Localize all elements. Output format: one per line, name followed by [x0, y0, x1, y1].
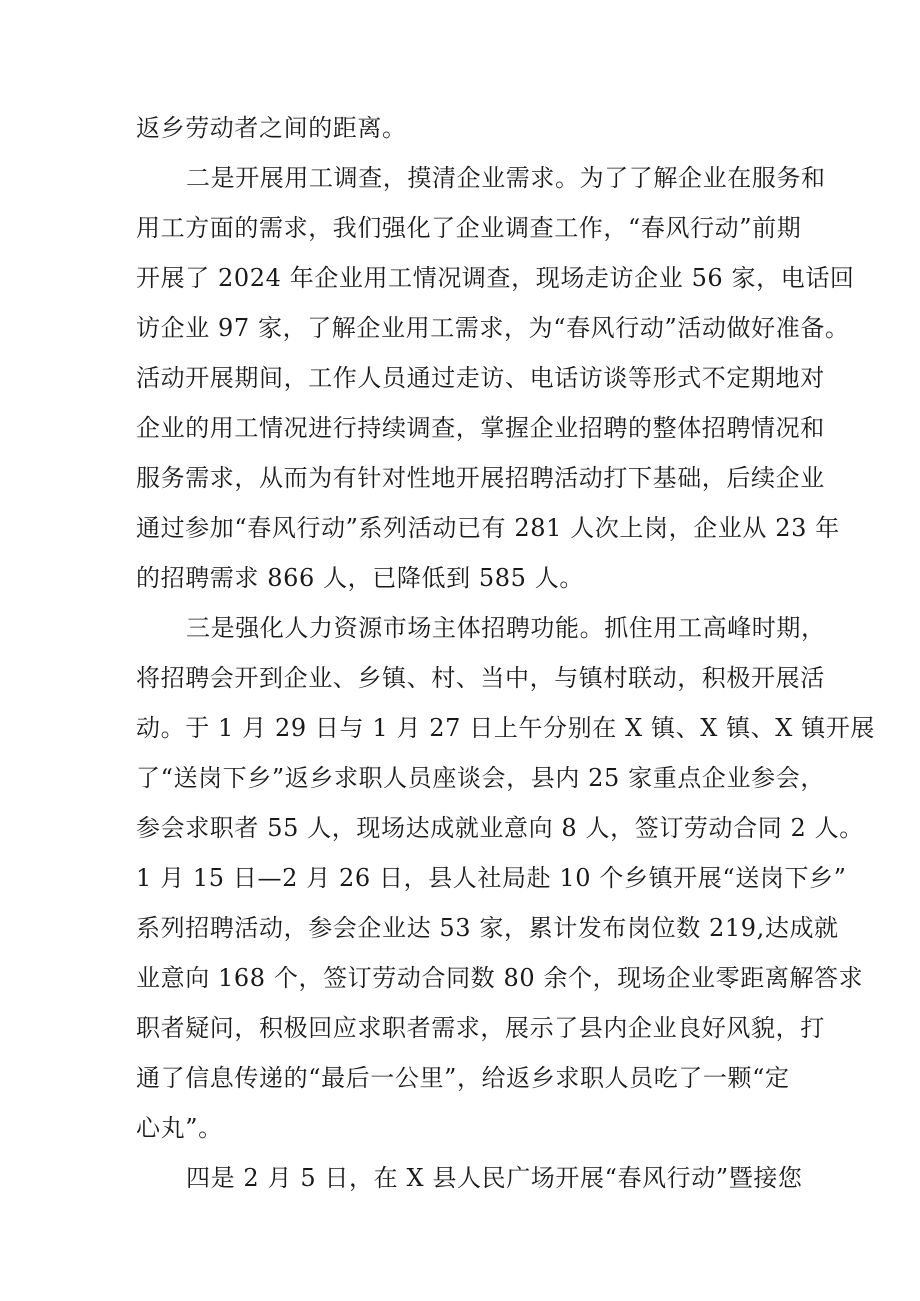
text-line: 将招聘会开到企业、乡镇、村、当中，与镇村联动，积极开展活: [136, 664, 825, 692]
text-line: 通过参加“春风行动”系列活动已有 281 人次上岗，企业从 23 年: [136, 514, 840, 542]
text-line: 业意向 168 个，签订劳动合同数 80 余个，现场企业零距离解答求: [136, 964, 864, 992]
text-line: 系列招聘活动，参会企业达 53 家，累计发布岗位数 219,达成就: [136, 914, 839, 942]
text-line: 参会求职者 55 人，现场达成就业意向 8 人，签订劳动合同 2 人。: [136, 814, 864, 842]
text-line: 职者疑问，积极回应求职者需求，展示了县内企业良好风貌，打: [136, 1014, 825, 1042]
text-line: 用工方面的需求，我们强化了企业调查工作，“春风行动”前期: [136, 214, 802, 242]
text-line: 开展了 2024 年企业用工情况调查，现场走访企业 56 家，电话回: [136, 264, 855, 292]
text-line: 心丸”。: [136, 1114, 223, 1142]
text-line: 了“送岗下乡”返乡求职人员座谈会，县内 25 家重点企业参会，: [136, 764, 825, 792]
paragraph-start-line: 四是 2 月 5 日，在 X 县人民广场开展“春风行动”暨接您: [186, 1164, 803, 1192]
text-line: 活动开展期间，工作人员通过走访、电话访谈等形式不定期地对: [136, 364, 825, 392]
text-line: 访企业 97 家，了解企业用工需求，为“春风行动”活动做好准备。: [136, 314, 850, 342]
paragraph-start-line: 二是开展用工调查，摸清企业需求。为了了解企业在服务和: [186, 164, 826, 192]
paragraph-start-line: 三是强化人力资源市场主体招聘功能。抓住用工高峰时期，: [186, 614, 826, 642]
text-line: 通了信息传递的“最后一公里”，给返乡求职人员吃了一颗“定: [136, 1064, 790, 1092]
text-line: 1 月 15 日—2 月 26 日，县人社局赴 10 个乡镇开展“送岗下乡”: [136, 864, 847, 892]
text-line: 服务需求，从而为有针对性地开展招聘活动打下基础，后续企业: [136, 464, 825, 492]
text-line: 的招聘需求 866 人，已降低到 585 人。: [136, 564, 584, 592]
text-line: 返乡劳动者之间的距离。: [136, 114, 407, 142]
text-line: 企业的用工情况进行持续调查，掌握企业招聘的整体招聘情况和: [136, 414, 825, 442]
text-line: 动。于 1 月 29 日与 1 月 27 日上午分别在 X 镇、X 镇、X 镇开展: [136, 714, 876, 742]
